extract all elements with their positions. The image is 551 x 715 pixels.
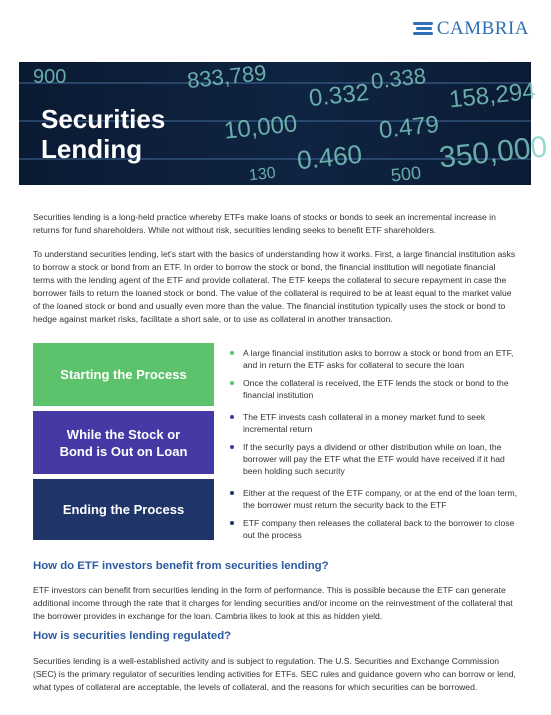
hero-number: 0.332 xyxy=(307,78,371,113)
intro-paragraph: Securities lending is a long-held practice whereby ETFs make loans of stocks or bonds to seek an incremental increase in returns for fund shareholders. While not without risk, securities lending seeks to benefit ETF shareholders. xyxy=(33,212,496,236)
bullet-item: ETF company then releases the collateral back to the borrower to close out the process xyxy=(230,517,520,542)
intro-paragraph: To understand securities lending, let's start with the basics of understanding how it works. First, a large financial institution asks to borrow a stock or bond from an ETF. In order to borrow the stock or bond, the financial institution will negotiate financial terms with the lending agent of the ETF and provide collateral. The ETF keeps the collateral to secure repayment in case the borrower fails to return the loaned stock or bond. The value of the collateral is required to be at least equal to the market value of the loaned stock or bond and usually even more than the value. The financial institution typically uses the stock or bond to hedge against market risks, facilitate a short sale, or to use as collateral in another transaction. xyxy=(33,249,516,325)
section-heading: How is securities lending regulated? xyxy=(33,630,232,642)
hero-number: 130 xyxy=(248,164,277,185)
process-box-ending: Ending the Process xyxy=(33,479,214,540)
process-bullets xyxy=(230,411,520,482)
section-body: ETF investors can benefit from securities lending in the form of performance. This is possible because the ETF can generate additional income through the rate that it charges for lending securities and/or income on the reinvestment of the collateral that the borrower provides in exchange for the loan. Cambria likes to look at this as hidden yield. xyxy=(33,585,513,622)
cambria-wave-icon xyxy=(413,20,435,38)
title-line: Securities xyxy=(41,104,166,134)
hero-number: 350,000 xyxy=(437,130,549,175)
bullet-item: The ETF invests cash collateral in a money market fund to seek incremental return xyxy=(230,411,520,436)
hero-number: 0.479 xyxy=(377,110,441,145)
page-title xyxy=(41,104,165,164)
hero-banner xyxy=(19,59,549,186)
bullet-item: Either at the request of the ETF company, or at the end of the loan term, the borrower must return the security back to the ETF xyxy=(230,487,520,512)
process-box-on-loan: While the Stock or Bond is Out on Loan xyxy=(33,411,214,474)
hero-number: 833,789 xyxy=(185,59,268,94)
cambria-logo xyxy=(413,18,529,40)
hero-number: 10,000 xyxy=(222,110,299,145)
process-bullets xyxy=(230,487,520,546)
hero-number: 0.460 xyxy=(295,138,364,176)
hero-number: 158,294 xyxy=(447,77,537,114)
hero-number: 500 xyxy=(389,162,422,186)
hero-number: 0.338 xyxy=(369,63,428,94)
process-bullets xyxy=(230,347,520,406)
logo-text: CAMBRIA xyxy=(436,18,529,39)
process-box-starting: Starting the Process xyxy=(33,343,214,406)
bullet-item: If the security pays a dividend or other distribution while on loan, the borrower will pay the ETF what the ETF would have received if it had been holding such security xyxy=(230,441,520,478)
title-line: Lending xyxy=(41,134,143,164)
bullet-item: Once the collateral is received, the ETF lends the stock or bond to the financial institution xyxy=(230,377,520,402)
section-heading: How do ETF investors benefit from securities lending? xyxy=(33,560,329,572)
section-body: Securities lending is a well-established activity and is subject to regulation. The U.S. Securities and Exchange Commission (SEC) is the primary regulator of securities lending activities for ETFs. SEC rules and guidance govern who can borrow or lend, what types of collateral are acceptable, the levels of collateral, and the reasons for which securities can be borrowed. xyxy=(33,656,516,693)
bullet-item: A large financial institution asks to borrow a stock or bond from an ETF, and in return the ETF asks for collateral to secure the loan xyxy=(230,347,520,372)
hero-number: 900 xyxy=(33,66,67,88)
